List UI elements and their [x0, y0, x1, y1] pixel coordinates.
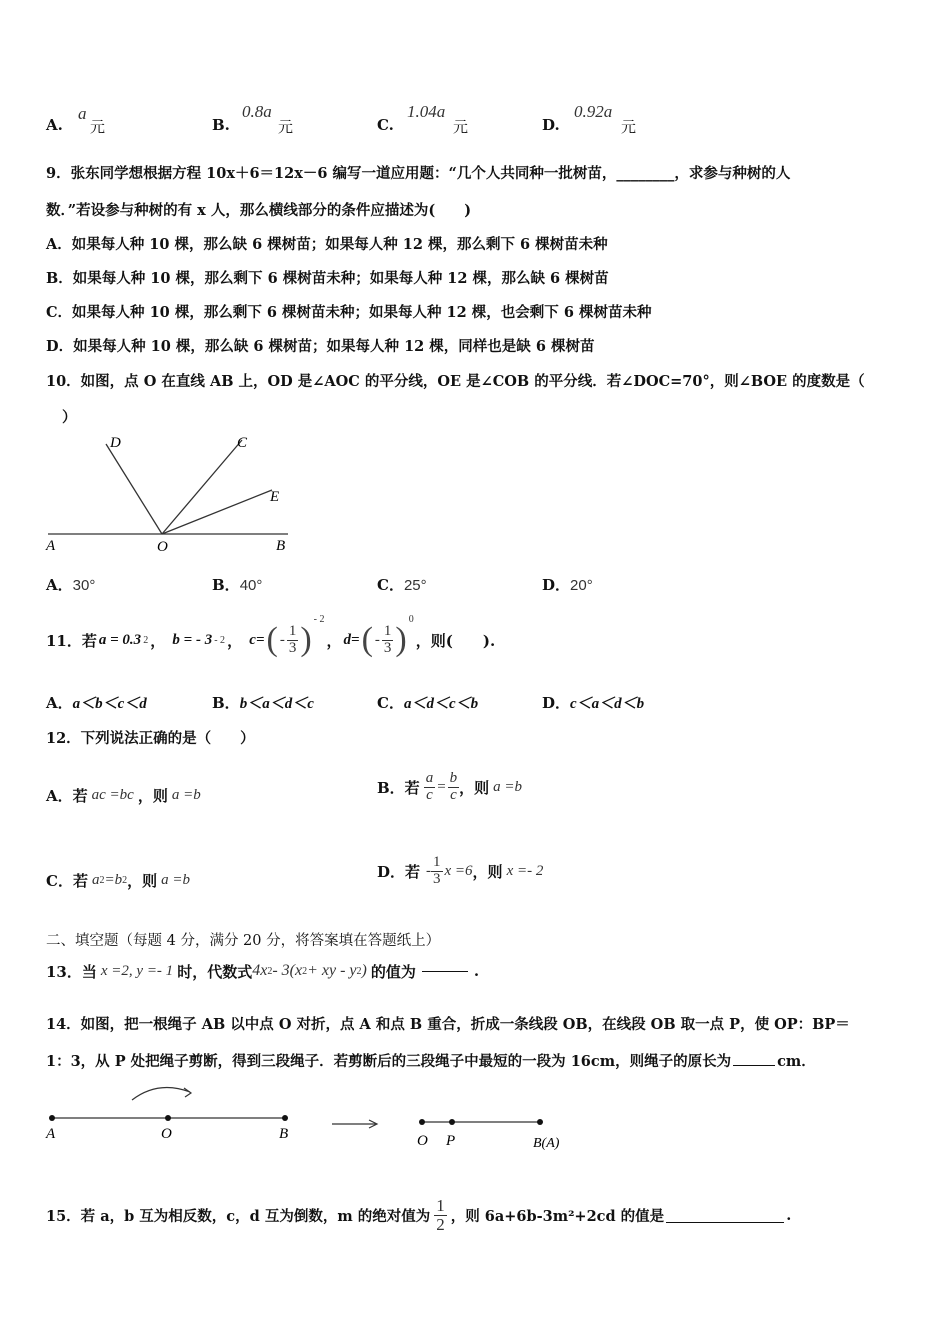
q8-option-c-expr: 1.04a [407, 102, 446, 121]
q11-c-fraction: $\frac{1}{3}$ [288, 622, 297, 656]
q9-option-a: A．如果每人种 10 棵，那么缺 6 棵树苗；如果每人种 12 棵，那么剩下 6 棵树苗未种 [46, 236, 608, 253]
q8-option-a: A. [46, 116, 63, 134]
q11-stem: 11．若 a = 0.3 2 ， b = - 3 - 2 ， c= ( - $\frac{1}{3}$ ) $^{- 2}$ ， d= ( - $\frac{1}{3}$ ) $^0$ ，则( ). [46, 614, 496, 658]
q8-option-b-expr: 0.8a [242, 102, 272, 121]
fold-arc [132, 1088, 190, 1101]
point-p [449, 1119, 455, 1125]
q13-stem: 13．当 x =2, y =- 1 时，代数式 4x 2 - 3(x 2 + xy - y 2 ) 的值为 . [46, 962, 480, 981]
q8-option-b: B. [212, 116, 230, 134]
q14-stem-line1: 14．如图，把一根绳子 AB 以中点 O 对折，点 A 和点 B 重合，折成一条线段 OB，在线段 OB 取一点 P，使 OP：BP＝ [46, 1016, 850, 1033]
q10-stem-line1: 10．如图，点 O 在直线 AB 上，OD 是∠AOC 的平分线，OE 是∠COB 的平分线．若∠DOC=70°，则∠BOE 的度数是（ [46, 373, 865, 390]
label-a: A [46, 538, 56, 554]
point-o [165, 1115, 171, 1121]
q9-stem-line2: 数．”若设参与种树的有 x 人，那么横线部分的条件应描述为( ) [46, 202, 472, 219]
q12-option-c: C．若 a 2 =b 2 ，则 a =b [46, 872, 190, 890]
q15-stem: 15．若 a，b 互为相反数，c，d 互为倒数，m 的绝对值为 $\frac{1}{2}$ ，则 6a+6b-3m²+2cd 的值是 . [46, 1195, 792, 1234]
label-c: C [237, 435, 248, 451]
q10-angle-figure [40, 430, 300, 555]
label-a: A [46, 1126, 56, 1142]
q14-stem-line2: 1：3，从 P 处把绳子剪断，得到三段绳子．若剪断后的三段绳子中最短的一段为 16cm，则绳子的原长为 cm． [46, 1053, 816, 1070]
q8-option-a-expr: a [78, 104, 87, 123]
label-b: B [276, 538, 286, 554]
q11-d-fraction: $\frac{1}{3}$ [383, 622, 392, 656]
fold-arrowhead [184, 1088, 191, 1097]
point-b [282, 1115, 288, 1121]
q12-stem: 12．下列说法正确的是（ ） [46, 730, 255, 747]
label-b: B [279, 1126, 289, 1142]
q8-option-a-unit: 元 [90, 118, 106, 136]
ray-oc [162, 440, 242, 534]
label-e: E [270, 489, 280, 505]
label-o: O [157, 539, 168, 555]
label-p: P [446, 1133, 456, 1149]
q14-rope-figure [40, 1078, 580, 1158]
ray-od [106, 444, 162, 534]
q8-option-d-expr: 0.92a [574, 102, 613, 121]
q8-option-d: D. [542, 116, 560, 134]
q11-option-d: D．c＜a＜d＜b [542, 694, 645, 712]
q14-answer-blank [733, 1064, 775, 1066]
point-a [49, 1115, 55, 1121]
q10-option-c: C．25° [377, 576, 427, 594]
q12-option-b: B．若 $\frac{a}{c}$ = $\frac{b}{c}$ ，则 a =b [377, 769, 523, 803]
label-ba: B(A) [533, 1136, 560, 1151]
q8-option-c: C. [377, 116, 394, 134]
point-o2 [419, 1119, 425, 1125]
label-o: O [161, 1126, 172, 1142]
q8-option-b-unit: 元 [278, 118, 294, 136]
q10-option-b: B．40° [212, 576, 263, 594]
q9-stem-line1: 9．张东同学想根据方程 10x＋6＝12x－6 编写一道应用题：“几个人共同种一批树苗，________，求参与种树的人 [46, 165, 791, 182]
q11-option-a: A．a＜b＜c＜d [46, 694, 147, 712]
q10-stem-line2: ） [62, 409, 77, 426]
q12-option-a: A．若 ac =bc ，则 a =b [46, 787, 201, 805]
q10-option-d: D．20° [542, 576, 593, 594]
point-ba [537, 1119, 543, 1125]
label-o2: O [417, 1133, 428, 1149]
q8-option-c-unit: 元 [453, 118, 469, 136]
q11-option-b: B．b＜a＜d＜c [212, 694, 314, 712]
q8-option-d-unit: 元 [621, 118, 637, 136]
q15-answer-blank [666, 1221, 784, 1223]
q13-answer-blank [422, 970, 468, 972]
q11-option-c: C．a＜d＜c＜b [377, 694, 479, 712]
q9-option-c: C．如果每人种 10 棵，那么剩下 6 棵树苗未种；如果每人种 12 棵，也会剩下 6 棵树苗未种 [46, 304, 652, 321]
q10-option-a: A．30° [46, 576, 96, 594]
q9-option-b: B．如果每人种 10 棵，那么剩下 6 棵树苗未种；如果每人种 12 棵，那么缺 6 棵树苗 [46, 270, 609, 287]
q9-option-d: D．如果每人种 10 棵，那么缺 6 棵树苗；如果每人种 12 棵，同样也是缺 6 棵树苗 [46, 338, 595, 355]
label-d: D [110, 435, 121, 451]
section2-title: 二、填空题（每题 4 分，满分 20 分，将答案填在答题纸上） [46, 933, 441, 949]
q12-option-d: D．若 - $\frac{1}{3}$ x =6 ，则 x =- 2 [377, 853, 544, 887]
ray-oe [162, 490, 272, 534]
